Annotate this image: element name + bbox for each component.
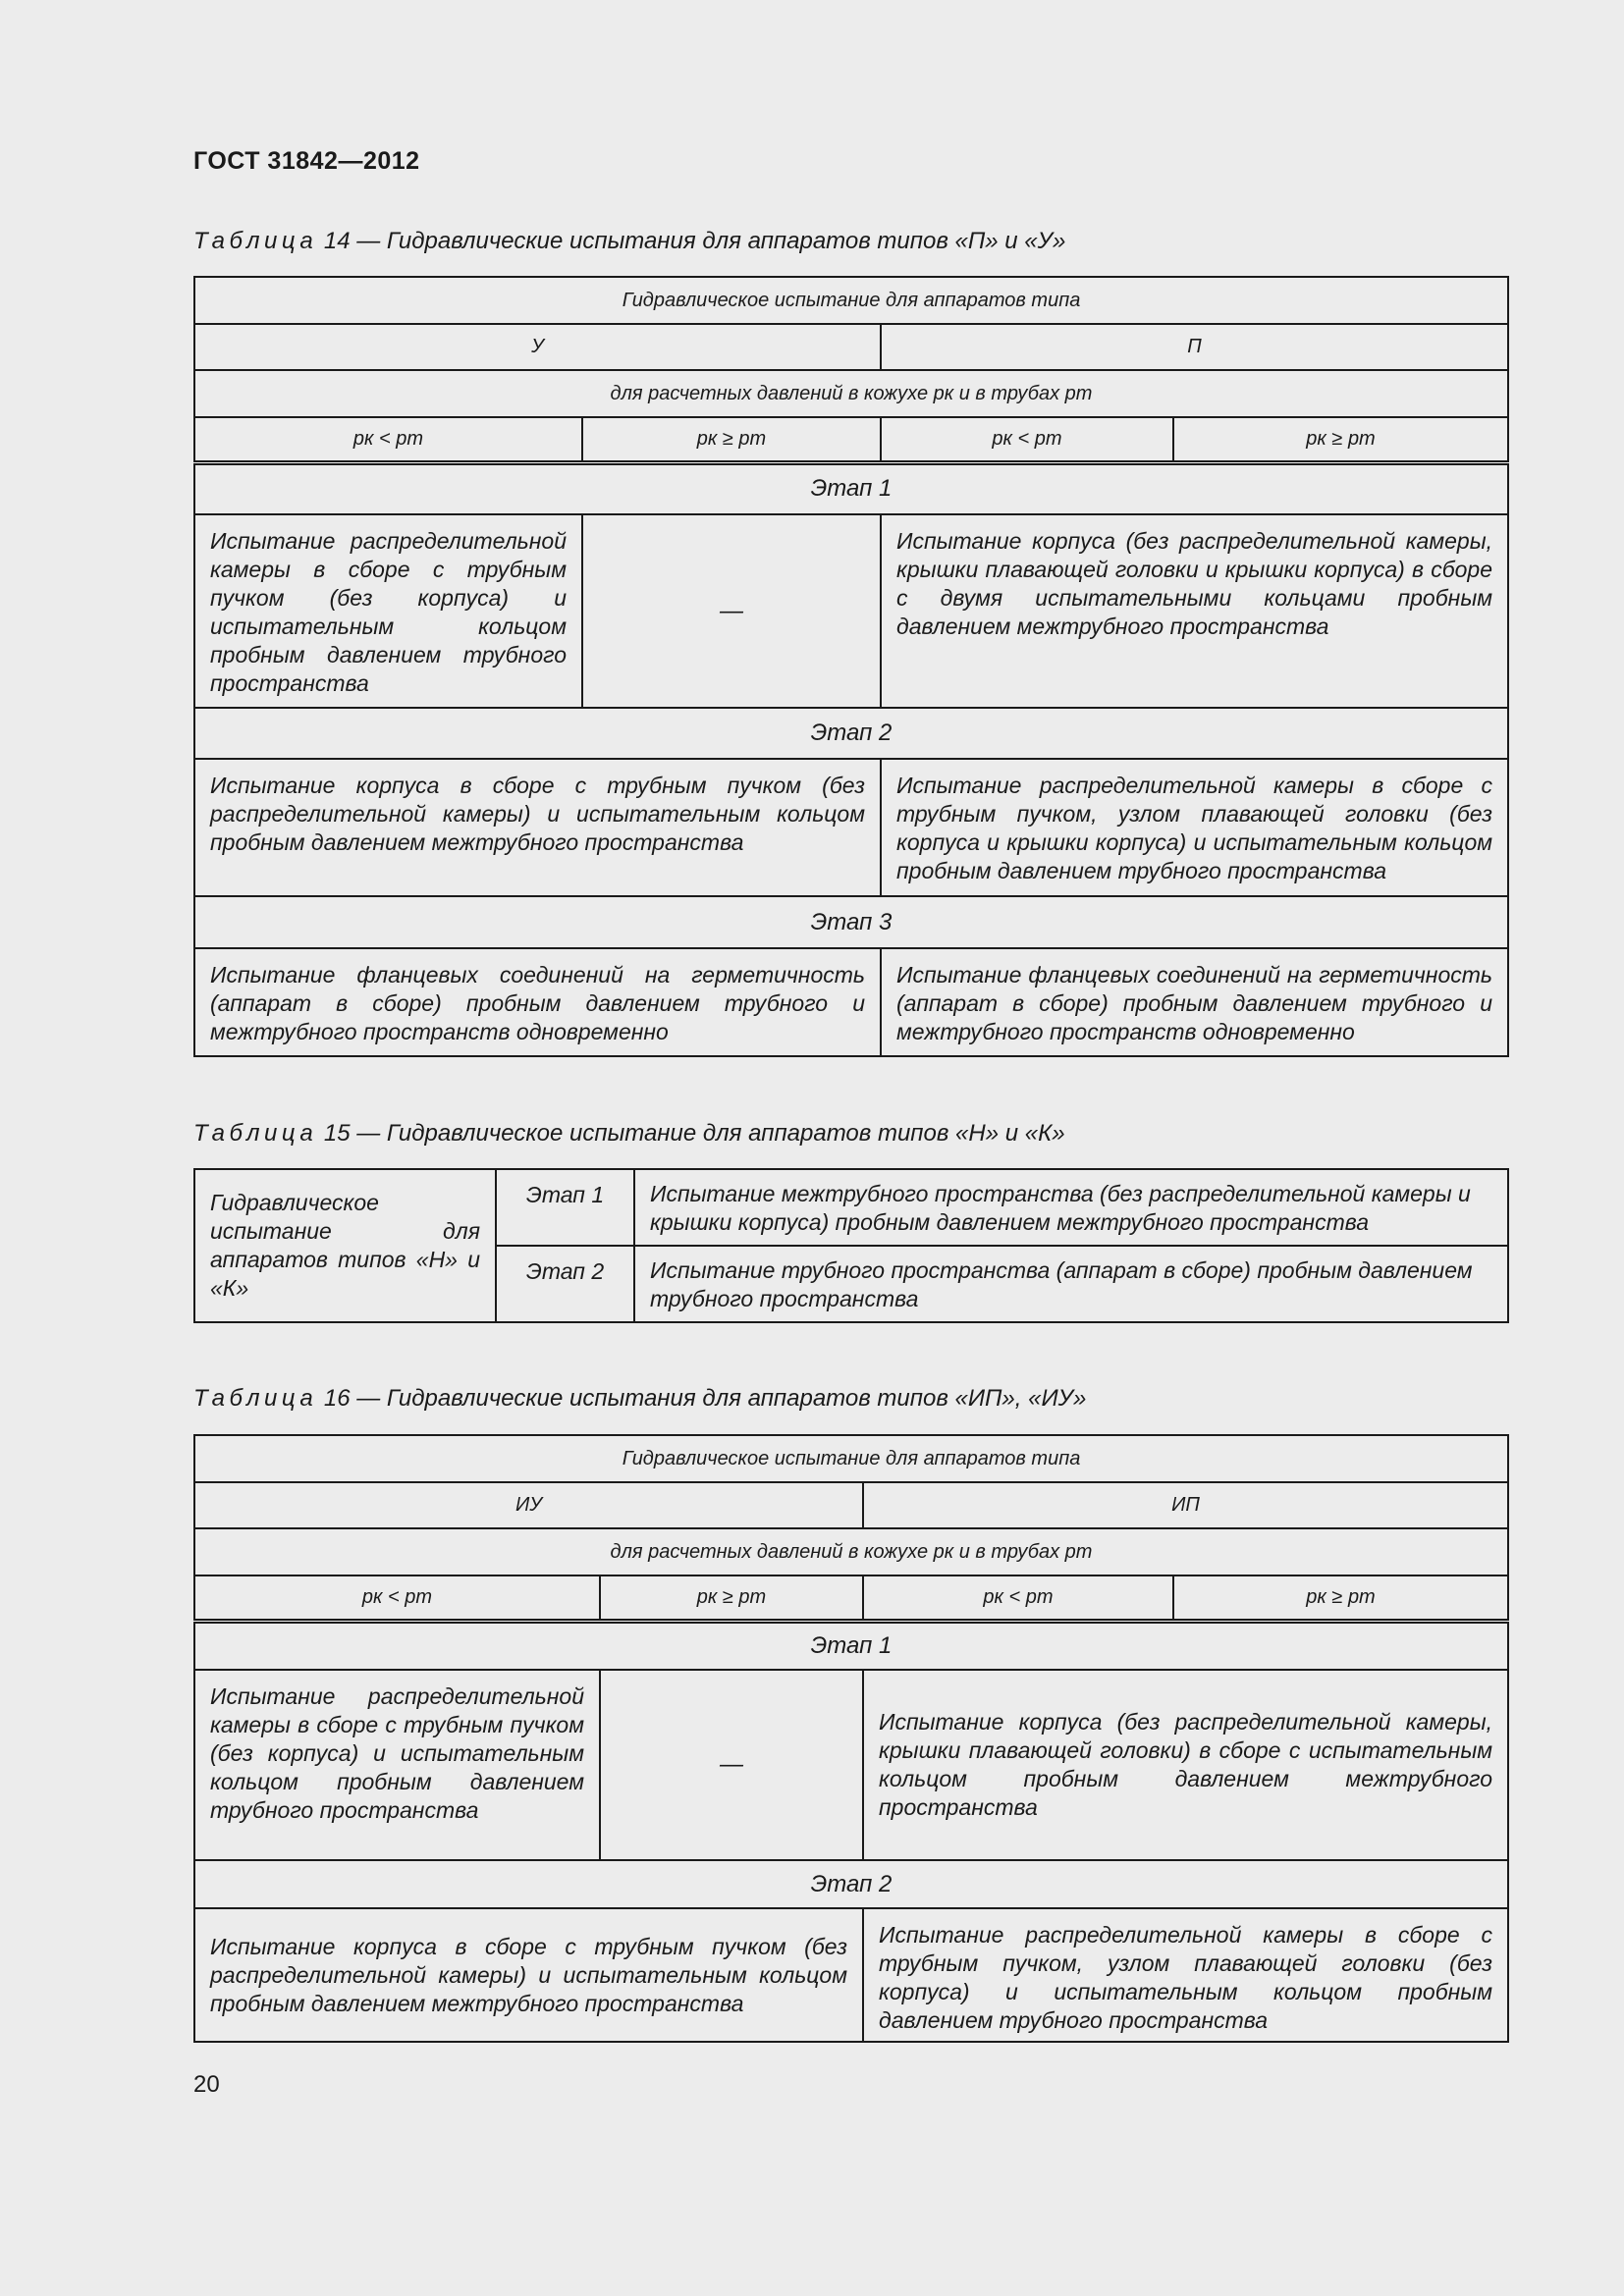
table-15-stage-1-text: Испытание межтрубного пространства (без распределительной камеры и крышки корпуса) пробным давлением межтрубного пространства bbox=[634, 1169, 1508, 1246]
table-14-caption-title: 14 — Гидравлические испытания для аппаратов типов «П» и «У» bbox=[323, 228, 1066, 254]
table-16-caption-title: 16 — Гидравлические испытания для аппаратов типов «ИП», «ИУ» bbox=[323, 1385, 1087, 1412]
table-16-pressure-note: для расчетных давлений в кожухе pк и в трубах pт bbox=[194, 1528, 1508, 1575]
table-16-condition: pк < pт bbox=[194, 1575, 600, 1621]
table-14-stage-2-p-text: Испытание распределительной камеры в сборе с трубным пучком, узлом плавающей головки (без корпуса и крышки корпуса) и испытательным кольцом пробным давлением трубного пространства bbox=[881, 759, 1508, 896]
table-16-stage-1: Этап 1 bbox=[194, 1621, 1508, 1670]
table-14-condition: pк < pт bbox=[881, 417, 1173, 462]
table-16-condition: pк ≥ pт bbox=[1173, 1575, 1508, 1621]
table-14-stage-3: Этап 3 bbox=[194, 896, 1508, 948]
table-14-caption bbox=[193, 228, 1065, 255]
table-15-stage-2-text: Испытание трубного пространства (аппарат в сборе) пробным давлением трубного пространства bbox=[634, 1246, 1508, 1322]
table-14-stage-1-p-text: Испытание корпуса (без распределительной камеры, крышки плавающей головки и крышки корпуса) в сборе с двумя испытательными кольцами пробным давлением межтрубного пространства bbox=[881, 514, 1508, 708]
table-16-stage-2-ip-text: Испытание распределительной камеры в сборе с трубным пучком, узлом плавающей головки (без корпуса) и испытательным кольцом пробным давлением трубного пространства bbox=[863, 1908, 1508, 2042]
table-15-caption bbox=[193, 1120, 1065, 1148]
table-15-caption-prefix: Таблица bbox=[193, 1120, 318, 1147]
table-14-condition: pк ≥ pт bbox=[582, 417, 881, 462]
table-16-stage-2-iu-text: Испытание корпуса в сборе с трубным пучком (без распределительной камеры) и испытательным кольцом пробным давлением межтрубного пространства bbox=[194, 1908, 863, 2042]
table-14-stage-1: Этап 1 bbox=[194, 462, 1508, 514]
table-16-stage-1-ip-text: Испытание корпуса (без распределительной камеры, крышки плавающей головки) в сборе с испытательным кольцом пробным давлением межтрубного пространства bbox=[863, 1670, 1508, 1860]
table-15-caption-title: 15 — Гидравлическое испытание для аппаратов типов «Н» и «К» bbox=[323, 1120, 1065, 1147]
table-14-condition: pк < pт bbox=[194, 417, 582, 462]
table-16-stage-1-dash: — bbox=[600, 1670, 863, 1860]
table-16-condition: pк < pт bbox=[863, 1575, 1173, 1621]
table-15-label: Гидравлическое испытание для аппаратов типов «Н» и «К» bbox=[194, 1169, 496, 1322]
table-14-stage-1-dash: — bbox=[582, 514, 881, 708]
table-15 bbox=[193, 1168, 1509, 1323]
table-16-stage-2: Этап 2 bbox=[194, 1860, 1508, 1908]
table-14-type-p: П bbox=[881, 324, 1508, 370]
table-14-condition: pк ≥ pт bbox=[1173, 417, 1508, 462]
table-16-condition: pк ≥ pт bbox=[600, 1575, 863, 1621]
table-16-type-ip: ИП bbox=[863, 1482, 1508, 1528]
table-16-type-iu: ИУ bbox=[194, 1482, 863, 1528]
table-14-caption-prefix: Таблица bbox=[193, 228, 318, 254]
table-14-stage-2-u-text: Испытание корпуса в сборе с трубным пучком (без распределительной камеры) и испытательным кольцом пробным давлением межтрубного пространства bbox=[194, 759, 881, 896]
table-16-caption bbox=[193, 1385, 1086, 1413]
table-14-stage-2: Этап 2 bbox=[194, 708, 1508, 759]
table-16-head-main: Гидравлическое испытание для аппаратов типа bbox=[194, 1435, 1508, 1482]
table-16-caption-prefix: Таблица bbox=[193, 1385, 318, 1412]
table-14-stage-3-u-text: Испытание фланцевых соединений на герметичность (аппарат в сборе) пробным давлением трубного и межтрубного пространств одновременно bbox=[194, 948, 881, 1056]
page-number: 20 bbox=[193, 2071, 220, 2098]
table-14-pressure-note: для расчетных давлений в кожухе pк и в трубах pт bbox=[194, 370, 1508, 417]
table-14-head-main: Гидравлическое испытание для аппаратов типа bbox=[194, 277, 1508, 324]
table-14-stage-3-p-text: Испытание фланцевых соединений на герметичность (аппарат в сборе) пробным давлением трубного и межтрубного пространств одновременно bbox=[881, 948, 1508, 1056]
table-16 bbox=[193, 1434, 1509, 2043]
table-15-stage-2: Этап 2 bbox=[496, 1246, 634, 1322]
table-14-type-u: У bbox=[194, 324, 881, 370]
table-15-stage-1: Этап 1 bbox=[496, 1169, 634, 1246]
table-14-stage-1-u-text: Испытание распределительной камеры в сборе с трубным пучком (без корпуса) и испытательным кольцом пробным давлением трубного пространства bbox=[194, 514, 582, 708]
table-16-stage-1-iu-text: Испытание распределительной камеры в сборе с трубным пучком (без корпуса) и испытательным кольцом пробным давлением трубного пространства bbox=[194, 1670, 600, 1860]
document-standard-id: ГОСТ 31842—2012 bbox=[193, 147, 420, 175]
table-14 bbox=[193, 276, 1509, 1057]
